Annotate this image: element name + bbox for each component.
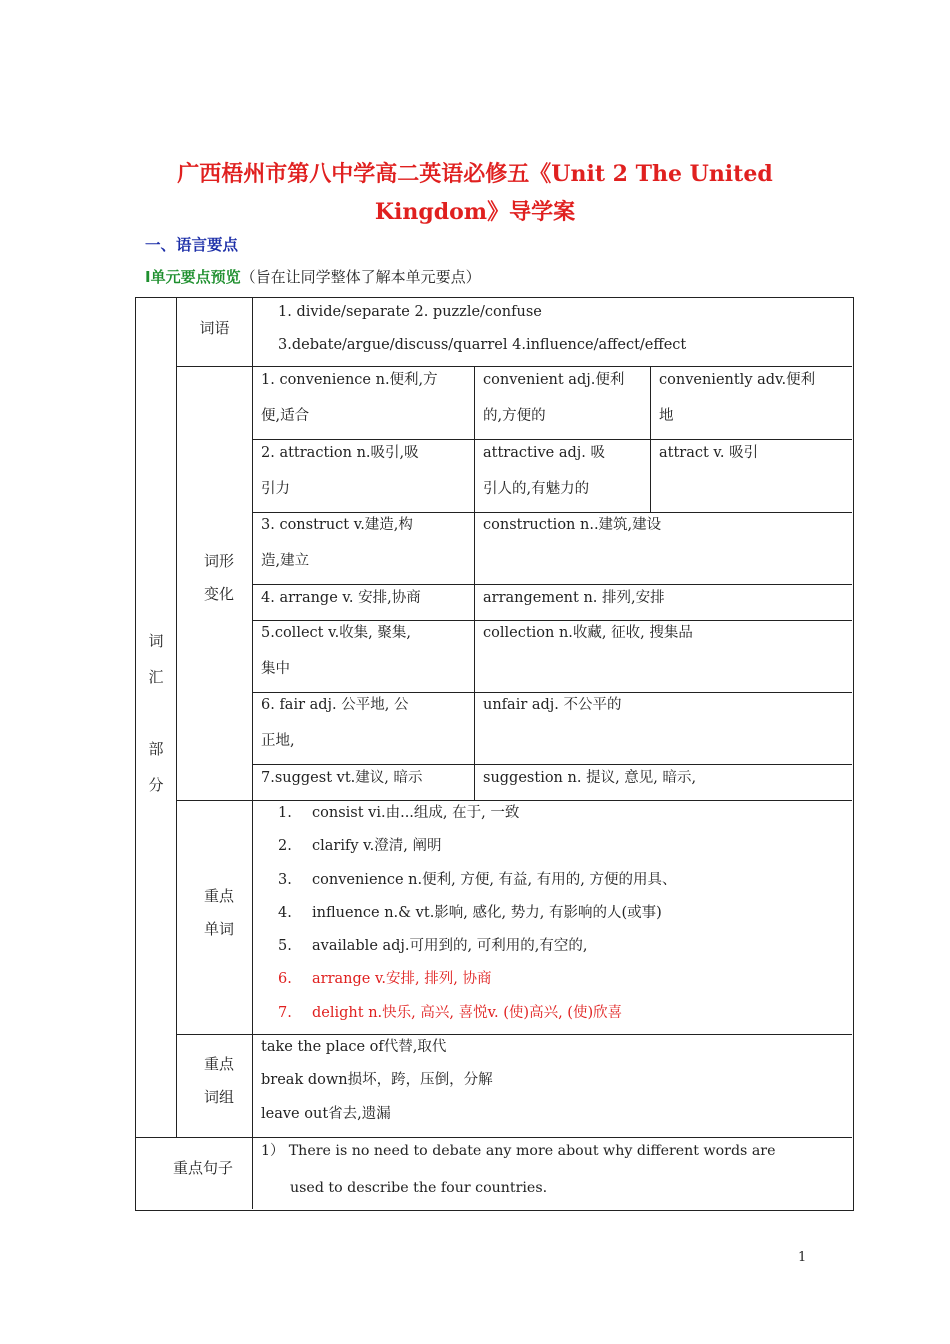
form-cell: 地 <box>659 408 674 424</box>
words-line-1: 1. divide/separate 2. puzzle/confuse <box>278 304 542 320</box>
item-text: delight n.快乐, 高兴, 喜悦v. (使)高兴, (使)欣喜 <box>312 1004 623 1021</box>
phrase-item: take the place of代替,取代 <box>261 1039 447 1055</box>
form-cell: arrangement n. 排列,安排 <box>483 590 665 606</box>
form-cell: 集中 <box>261 661 290 677</box>
label-line: 词形 <box>203 552 234 570</box>
label-line: 单词 <box>203 920 234 938</box>
form-cell: 1. convenience n.便利,方 <box>261 372 438 388</box>
document-title-line-1: 广西梧州市第八中学高二英语必修五《Unit 2 The United <box>177 161 773 187</box>
label-gap <box>136 695 176 731</box>
phrase-item: break down损坏，跨，压倒，分解 <box>261 1072 493 1089</box>
list-item-highlighted <box>278 963 677 996</box>
vocabulary-section-label <box>136 623 176 803</box>
document-title-line-2: Kingdom》导学案 <box>374 199 576 225</box>
page-number: 1 <box>798 1250 807 1265</box>
item-number: 7. <box>278 1004 292 1021</box>
form-cell: 的,方便的 <box>483 408 546 424</box>
label-line: 重点 <box>203 1055 234 1073</box>
words-line-2: 3.debate/argue/discuss/quarrel 4.influence/affect/effect <box>278 337 687 353</box>
form-cell: 5.collect v.收集, 聚集, <box>261 625 412 641</box>
form-cell: 引人的,有魅力的 <box>483 481 590 497</box>
item-text: available adj.可用到的, 可利用的,有空的, <box>312 938 588 955</box>
label-line: 重点 <box>203 887 234 905</box>
form-cell: attractive adj. 吸 <box>483 445 605 461</box>
form-cell: unfair adj. 不公平的 <box>483 697 622 713</box>
form-cell: 6. fair adj. 公平地, 公 <box>261 697 409 713</box>
col-line <box>474 366 475 800</box>
item-number: 5. <box>278 938 292 955</box>
item-text: consist vi.由...组成, 在于, 一致 <box>312 805 520 821</box>
label-char: 汇 <box>148 668 164 686</box>
phrase-item: leave out省去,遗漏 <box>261 1105 391 1122</box>
key-sentences-label: 重点句子 <box>172 1159 233 1177</box>
section-heading-unit-preview <box>145 266 481 287</box>
label-char: 部 <box>148 740 164 758</box>
form-cell: conveniently adv.便利 <box>659 372 816 388</box>
item-number: 6. <box>278 971 292 988</box>
list-item <box>278 830 677 863</box>
item-text: arrange v.安排, 排列, 协商 <box>312 971 492 988</box>
form-cell: suggestion n. 提议, 意见, 暗示, <box>483 770 697 786</box>
form-cell: 正地, <box>261 733 295 749</box>
list-item <box>278 864 677 897</box>
item-text: convenience n.便利, 方便, 有益, 有用的, 方便的用具、 <box>312 871 677 888</box>
form-cell: attract v. 吸引 <box>659 445 759 461</box>
label-line: 词组 <box>203 1088 234 1106</box>
list-item <box>278 897 677 930</box>
item-text: clarify v.澄清, 阐明 <box>312 838 442 855</box>
form-cell: construction n..建筑,建设 <box>483 517 662 533</box>
item-number: 3. <box>278 871 292 888</box>
key-words-list <box>278 797 677 1030</box>
label-line: 变化 <box>203 585 234 603</box>
col-line <box>176 297 177 1137</box>
words-label: 词语 <box>199 319 230 337</box>
label-char: 词 <box>148 632 164 650</box>
unit-preview-label: Ⅰ单元要点预览 <box>145 268 241 286</box>
list-item <box>278 930 677 963</box>
form-cell: 4. arrange v. 安排,协商 <box>261 590 421 606</box>
section-heading-language-points: 一、语言要点 <box>145 236 239 254</box>
sentence-line-2: used to describe the four countries. <box>290 1180 548 1196</box>
form-cell: 3. construct v.建造,构 <box>261 517 413 533</box>
word-forms-label <box>177 545 261 611</box>
item-number: 1. <box>278 805 292 821</box>
form-cell: collection n.收藏, 征收, 搜集品 <box>483 625 693 641</box>
form-cell: 造,建立 <box>261 553 310 569</box>
key-phrases-label <box>177 1048 261 1114</box>
list-item <box>278 797 677 830</box>
sentence-line-1: 1） There is no need to debate any more about why different words are <box>261 1143 776 1159</box>
unit-preview-note: （旨在让同学整体了解本单元要点） <box>240 268 481 286</box>
form-cell: 7.suggest vt.建议, 暗示 <box>261 770 423 786</box>
item-number: 4. <box>278 904 292 921</box>
key-words-label <box>177 880 261 946</box>
label-char: 分 <box>148 776 164 794</box>
item-number: 2. <box>278 838 292 855</box>
form-cell: 引力 <box>261 481 290 497</box>
form-cell: 2. attraction n.吸引,吸 <box>261 445 419 461</box>
form-cell: convenient adj.便利 <box>483 372 625 388</box>
list-item-highlighted <box>278 997 677 1030</box>
form-cell: 便,适合 <box>261 408 310 424</box>
item-text: influence n.& vt.影响, 感化, 势力, 有影响的人(或事) <box>312 904 662 921</box>
key-phrases-list <box>261 1031 493 1131</box>
